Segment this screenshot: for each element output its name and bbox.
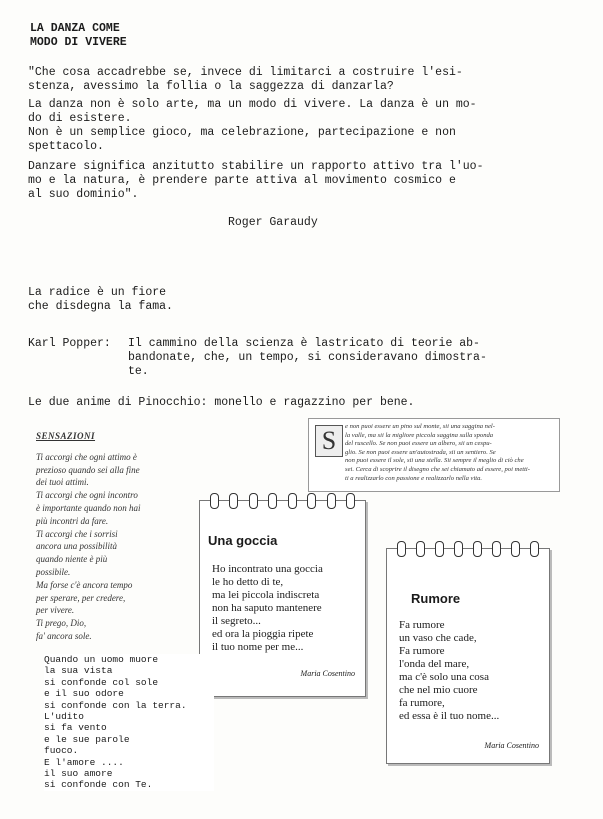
quote-author: Roger Garaudy: [228, 216, 318, 229]
poem-line: ed ora la pioggia ripete: [212, 628, 314, 640]
quote-line: Danzare significa anzitutto stabilire un rapporto attivo tra l'uo-: [28, 160, 484, 173]
poem-line: è importante quando non hai: [36, 502, 141, 513]
spiral-binding: [210, 493, 355, 509]
poem-line: Ho incontrato una goccia: [212, 563, 323, 575]
ring-icon: [492, 541, 501, 557]
poem-line: fuoco.: [44, 745, 79, 757]
quote-line: al suo dominio".: [28, 188, 139, 201]
quote-line: do di esistere.: [28, 112, 132, 125]
title-line: MODO DI VIVERE: [30, 36, 127, 49]
goccia-note: [199, 500, 366, 697]
poem-line: si confonde col sole: [44, 676, 159, 688]
goccia-author: Maria Cosentino: [300, 669, 355, 678]
rumore-note: [386, 548, 550, 764]
spiral-binding: [397, 541, 539, 557]
poem-line: si confonde con Te.: [44, 779, 153, 791]
goccia-poem: [212, 563, 323, 654]
quote-line: Non è un semplice gioco, ma celebrazione, partecipazione e non: [28, 126, 456, 139]
ring-icon: [210, 493, 219, 509]
sensazioni-poem: [36, 430, 186, 643]
poem-line: fa rumore,: [399, 697, 445, 709]
poem-line: ed essa è il tuo nome...: [399, 710, 500, 722]
quando-poem: [44, 654, 214, 791]
popper-line: bandonate, che, un tempo, si consideravano dimostra-: [128, 351, 487, 364]
poem-line: Ma forse c'è ancora tempo: [36, 579, 133, 590]
poem-line: quando niente è più: [36, 554, 108, 565]
title-line: LA DANZA COME: [30, 22, 120, 35]
quote-line: "Che cosa accadrebbe se, invece di limitarci a costruire l'esi-: [28, 66, 463, 79]
poem-line: la sua vista: [44, 665, 113, 677]
ring-icon: [249, 493, 258, 509]
poem-line: Ti accorgi che ogni attimo è: [36, 451, 137, 462]
poem-line: l'onda del mare,: [399, 658, 470, 670]
poem-line: che nel mio cuore: [399, 684, 478, 696]
aphorism-line: che disdegna la fama.: [28, 300, 173, 313]
rumore-author: Maria Cosentino: [484, 741, 539, 750]
poem-line: Ti accorgi che i sorrisi: [36, 528, 118, 539]
clipping-line: non puoi essere il sole, sii una stella. Sii sempre il meglio di ciò che: [345, 457, 524, 465]
ring-icon: [530, 541, 539, 557]
ring-icon: [511, 541, 520, 557]
poem-line: il tuo nome per me...: [212, 641, 304, 653]
quote-line: stenza, avessimo la follia o la saggezza di danzarla?: [28, 80, 394, 93]
clipping-line: ti a realizzarlo con passione e realizzarlo nella vita.: [345, 474, 483, 482]
aphorism-line: La radice è un fiore: [28, 286, 167, 299]
ring-icon: [307, 493, 316, 509]
poem-line: prezioso quando sei alla fine: [36, 464, 140, 475]
quote-line: mo e la natura, è prendere parte attiva al movimento cosmico e: [28, 174, 456, 187]
rumore-title: Rumore: [411, 591, 461, 606]
ring-icon: [327, 493, 336, 509]
drop-cap: S: [315, 425, 343, 457]
clipping-line: sei. Cerca di scoprire il disegno che sei chiamato ad essere, poi metti-: [345, 465, 530, 473]
quote-line: La danza non è solo arte, ma un modo di vivere. La danza è un mo-: [28, 98, 477, 111]
poem-line: e il suo odore: [44, 688, 124, 700]
popper-quote: [128, 337, 568, 379]
poem-line: per sperare, per credere,: [36, 592, 126, 603]
poem-line: non ha saputo mantenere: [212, 602, 322, 614]
poem-line: Ti prego, Dio,: [36, 618, 87, 629]
ring-icon: [397, 541, 406, 557]
poem-line: Fa rumore: [399, 619, 445, 631]
quote-line: spettacolo.: [28, 140, 104, 153]
ring-icon: [229, 493, 238, 509]
ring-icon: [346, 493, 355, 509]
popper-name: Karl Popper:: [28, 337, 111, 350]
popper-line: Il cammino della scienza è lastricato di teorie ab-: [128, 337, 480, 350]
poem-line: ma lei piccola indiscreta: [212, 589, 320, 601]
poem-line: dei tuoi attimi.: [36, 477, 89, 488]
poem-line: e le sue parole: [44, 733, 130, 745]
poem-line: per vivere.: [36, 605, 75, 616]
poem-line: E l'amore ....: [44, 756, 124, 768]
newspaper-clipping: [308, 418, 560, 492]
poem-line: L'udito: [44, 711, 84, 723]
poem-line: possibile.: [36, 566, 71, 577]
clipping-line: del ruscello. Se non puoi essere un albero, sii un cespu-: [345, 440, 492, 448]
poem-line: Fa rumore: [399, 645, 445, 657]
poem-line: più incontri da fare.: [36, 515, 109, 526]
garaudy-quote: [28, 66, 568, 202]
goccia-title: Una goccia: [208, 533, 278, 548]
poem-line: si confonde con la terra.: [44, 699, 187, 711]
poem-line: fa' ancora sole.: [36, 630, 92, 641]
poem-line: ancora una possibilità: [36, 541, 118, 552]
document-title: [30, 22, 127, 50]
ring-icon: [416, 541, 425, 557]
poem-line: le ho detto di te,: [212, 576, 284, 588]
poem-line: il suo amore: [44, 768, 113, 780]
clipping-line: e non puoi essere un pino sul monte, sii una saggina nel-: [345, 423, 495, 430]
poem-line: Ti accorgi che ogni incontro: [36, 490, 138, 501]
poem-line: il segreto...: [212, 615, 261, 627]
sensazioni-title: SENSAZIONI: [36, 431, 96, 441]
popper-line: te.: [128, 365, 149, 378]
poem-line: Quando un uomo muore: [44, 654, 159, 665]
poem-line: si fa vento: [44, 722, 107, 734]
ring-icon: [268, 493, 277, 509]
ring-icon: [473, 541, 482, 557]
clipping-line: la valle, ma sii la migliore piccola saggina sulla sponda: [345, 431, 494, 439]
rumore-poem: [399, 619, 499, 723]
radice-aphorism: [28, 286, 568, 314]
poem-line: un vaso che cade,: [399, 632, 477, 644]
ring-icon: [454, 541, 463, 557]
clipping-text: [345, 423, 555, 483]
clipping-line: glio. Se non puoi essere un'autostrada, sii un sentiero. Se: [345, 448, 496, 456]
pinocchio-line: Le due anime di Pinocchio: monello e ragazzino per bene.: [28, 396, 415, 409]
ring-icon: [288, 493, 297, 509]
ring-icon: [435, 541, 444, 557]
poem-line: ma c'è solo una cosa: [399, 671, 489, 683]
